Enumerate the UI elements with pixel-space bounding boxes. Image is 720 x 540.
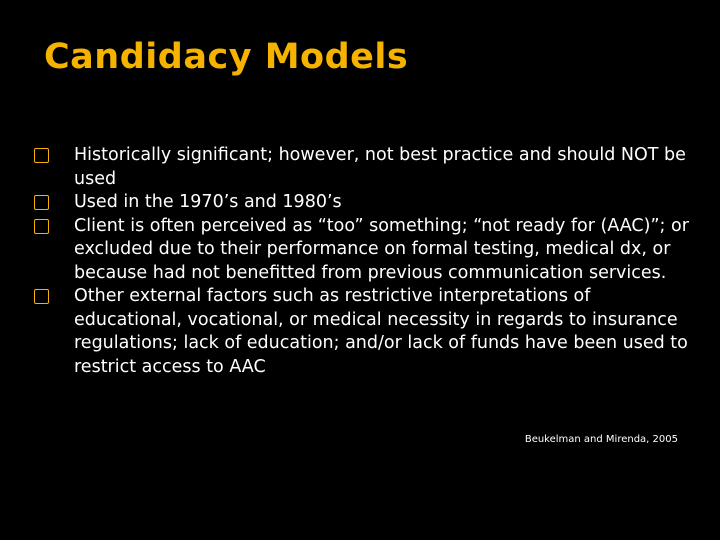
bullet-text: Used in the 1970’s and 1980’s	[74, 192, 342, 212]
square-bullet-icon	[34, 289, 49, 304]
bullet-item	[34, 191, 694, 215]
bullet-text: Historically significant; however, not best practice and should NOT be used	[74, 145, 686, 189]
bullet-text: Other external factors such as restrictive interpretations of educational, vocational, or medical necessity in regards to insurance regulations; lack of education; and/or lack of funds have been used to restrict access to AAC	[74, 286, 688, 377]
citation: Beukelman and Mirenda, 2005	[524, 434, 678, 445]
bullet-item	[34, 215, 694, 286]
slide-title: Candidacy Models	[44, 37, 409, 77]
bullet-item	[34, 144, 694, 191]
square-bullet-icon	[34, 219, 49, 234]
bullet-text: Client is often perceived as “too” something; “not ready for (AAC)”; or excluded due to their performance on formal testing, medical dx, or because had not benefitted from previous communication services.	[74, 215, 689, 283]
square-bullet-icon	[34, 148, 49, 163]
title-band	[0, 0, 720, 114]
square-bullet-icon	[34, 195, 49, 210]
bullet-list	[34, 144, 694, 379]
bullet-item	[34, 285, 694, 379]
